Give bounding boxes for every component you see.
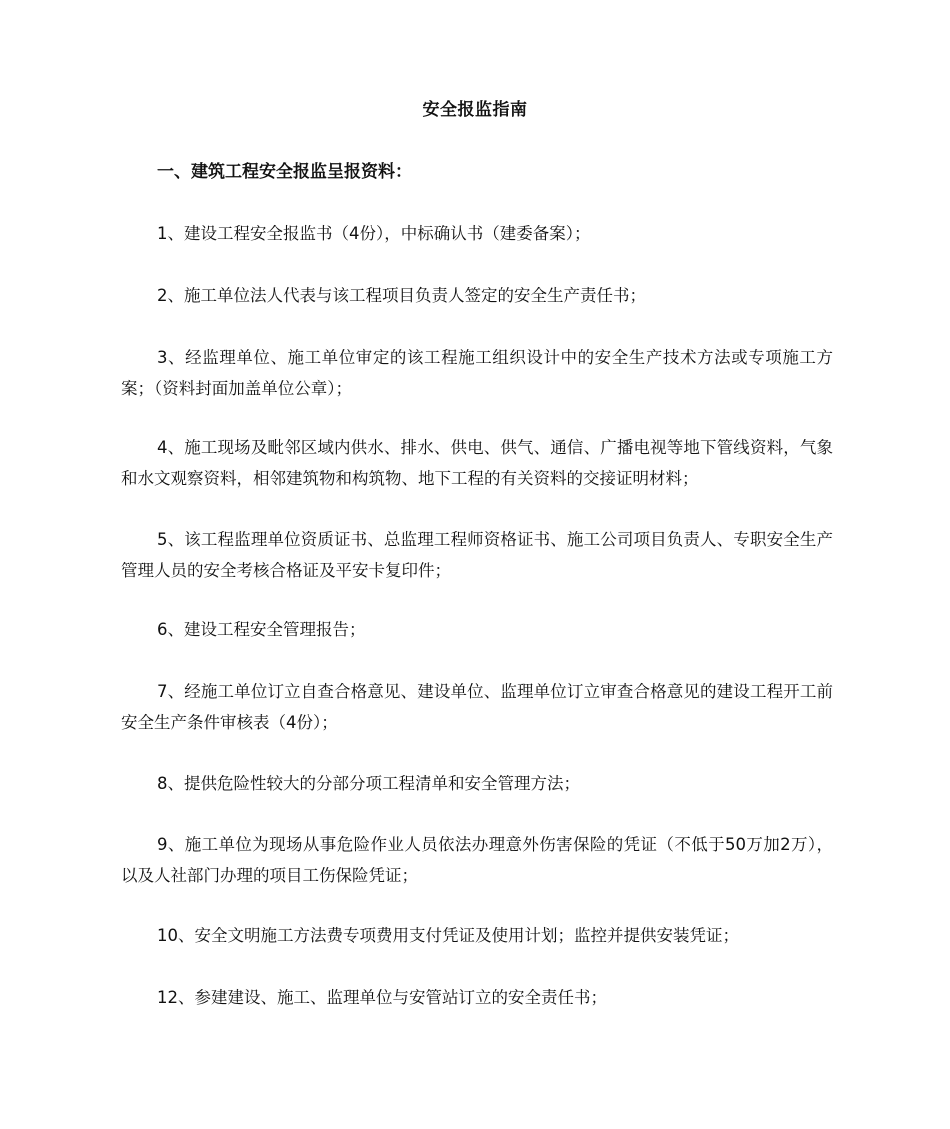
list-item: 4、施工现场及毗邻区域内供水、排水、供电、供气、通信、广播电视等地下管线资料，气象和水文观察资料，相邻建筑物和构筑物、地下工程的有关资料的交接证明材料；: [121, 438, 833, 488]
section-heading: 一、建筑工程安全报监呈报资料：: [157, 162, 412, 182]
list-item: 12、参建建设、施工、监理单位与安管站订立的安全责任书；: [157, 988, 607, 1007]
list-item: 9、施工单位为现场从事危险作业人员依法办理意外伤害保险的凭证（不低于50万加2万），以及人社部门办理的项目工伤保险凭证；: [121, 835, 833, 885]
list-item: 3、经监理单位、施工单位审定的该工程施工组织设计中的安全生产技术方法或专项施工方案；（资料封面加盖单位公章）；: [121, 348, 833, 398]
document-title: 安全报监指南: [422, 100, 528, 120]
list-item: 10、安全文明施工方法费专项费用支付凭证及使用计划；监控并提供安装凭证；: [157, 926, 739, 945]
list-item: 6、建设工程安全管理报告；: [157, 620, 366, 639]
list-item: 5、该工程监理单位资质证书、总监理工程师资格证书、施工公司项目负责人、专职安全生产管理人员的安全考核合格证及平安卡复印件；: [121, 530, 833, 580]
list-item: 7、经施工单位订立自查合格意见、建设单位、监理单位订立审查合格意见的建设工程开工前安全生产条件审核表（4份）；: [121, 682, 833, 732]
list-item: 1、建设工程安全报监书（4份），中标确认书（建委备案）；: [157, 224, 591, 243]
list-item: 2、施工单位法人代表与该工程项目负责人签定的安全生产责任书；: [157, 286, 646, 305]
list-item: 8、提供危险性较大的分部分项工程清单和安全管理方法；: [157, 774, 580, 793]
